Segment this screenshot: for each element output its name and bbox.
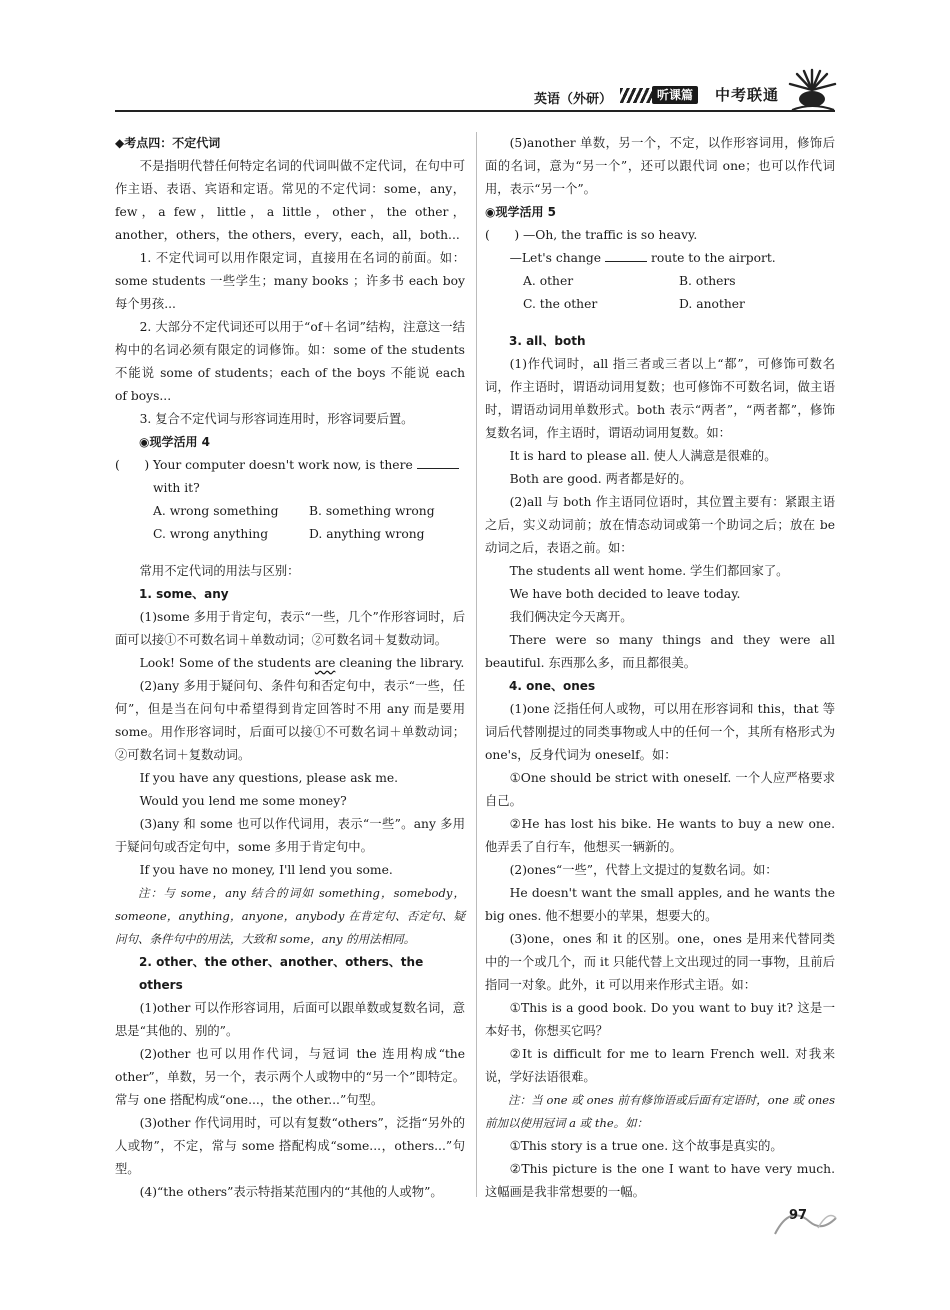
- header-brand: 中考联通: [715, 86, 780, 104]
- question-5-line-1: —Oh, the traffic is so heavy.: [523, 228, 698, 242]
- option-b: B. others: [679, 274, 736, 288]
- one-ones-point-2: (2)ones“一些”，代替上文提过的复数名词。如：: [509, 863, 778, 877]
- spacer: [485, 316, 835, 330]
- answer-bracket[interactable]: ( ): [485, 228, 520, 242]
- all-both-point-2: (2)all 与 both 作主语同位语时，其位置主要有：紧跟主语之后，实义动词前；放在情态动词或第一个助词之后；放在 be 动词之后，表语之前。如：: [485, 495, 835, 555]
- example-translation: 我们俩决定今天离开。: [509, 610, 633, 624]
- example-sentence: ②This picture is the one I want to have very much. 这幅画是我非常想要的一幅。: [485, 1162, 835, 1199]
- option-c: C. wrong anything: [153, 527, 269, 541]
- rule-2: 2. 大部分不定代词还可以用于“of＋名词”结构，注意这一结构中的名词必须有限定的词修饰。如：some of the students 不能说 some of students；each of the boys 不能说 each of boys...: [115, 320, 465, 403]
- other-point-1: (1)other 可以作形容词用，后面可以跟单数或复数名词，意思是“其他的、别的”。: [115, 1001, 465, 1038]
- header-rule: [115, 110, 835, 112]
- example-sentence: Would you lend me some money?: [139, 794, 347, 808]
- example-sentence: There were so many things and they were all beautiful. 东西那么多，而且都很美。: [485, 633, 835, 670]
- example-sentence: Both are good. 两者都是好的。: [509, 472, 692, 486]
- page-number: 97: [788, 1208, 808, 1223]
- subsection-all-both: 3. all、both: [509, 334, 586, 348]
- example-text: cleaning the library.: [335, 656, 465, 670]
- all-both-point-1: (1)作代词时，all 指三者或三者以上“都”，可修饰可数名词，作主语时，谓语动词用复数；也可修饰不可数名词，做主语时，谓语动词用单数形式。both 表示“两者”，“两者都”，修饰复数名词，作主语时，谓语动词用复数。如：: [485, 357, 835, 440]
- left-column: [115, 132, 465, 1204]
- question-4: [115, 454, 465, 500]
- question-4-stem: Your computer doesn't work now, is there: [153, 458, 413, 472]
- question-5: [485, 224, 835, 247]
- example-sentence: ①This is a good book. Do you want to buy it? 这是一本好书，你想买它吗？: [485, 1001, 835, 1038]
- option-c: C. the other: [523, 297, 598, 311]
- question-5-stem-end: route to the airport.: [650, 251, 776, 265]
- note: 注：当 one 或 ones 前有修饰语或后面有定语时，one 或 ones 前加以使用冠词 a 或 the。如：: [485, 1093, 835, 1130]
- option-a: A. other: [523, 274, 574, 288]
- other-point-2: (2)other 也可以用作代词，与冠词 the 连用构成“the other”，单数，另一个，表示两个人或物中的“另一个”即特定。常与 one 搭配构成“one...，the other...”句型。: [115, 1047, 465, 1107]
- some-any-point-1: (1)some 多用于肯定句，表示“一些，几个”作形容词时，后面可以接①不可数名词＋单数动词；②可数名词＋复数动词。: [115, 610, 465, 647]
- some-any-point-2: (2)any 多用于疑问句、条件句和否定句中，表示“一些，任何”，但是当在问句中希望得到肯定回答时不用 any 而是要用 some。用作形容词时，后面可以接①不可数名词＋单数动词；②可数名词＋复数动词。: [115, 679, 465, 762]
- example-sentence: ①One should be strict with oneself. 一个人应严格要求自己。: [485, 771, 835, 808]
- example-sentence: It is hard to please all. 使人人满意是很难的。: [509, 449, 777, 463]
- example-sentence: ①This story is a true one. 这个故事是真实的。: [509, 1139, 783, 1153]
- example-sentence: ②He has lost his bike. He wants to buy a new one. 他弄丢了自行车，他想买一辆新的。: [485, 817, 835, 854]
- other-point-4: (4)“the others”表示特指某范围内的“其他的人或物”。: [139, 1185, 443, 1199]
- option-d: D. anything wrong: [309, 527, 425, 541]
- practice-5-title: ◉现学活用 5: [485, 205, 556, 219]
- example-sentence: The students all went home. 学生们都回家了。: [509, 564, 789, 578]
- example-sentence: We have both decided to leave today.: [509, 587, 741, 601]
- some-any-point-3: (3)any 和 some 也可以作代词用，表示“一些”。any 多用于疑问句或否定句中，some 多用于肯定句中。: [115, 817, 465, 854]
- subsection-some-any: 1. some、any: [139, 587, 229, 601]
- header-subject: 英语（外研）: [534, 92, 613, 107]
- option-a: A. wrong something: [153, 504, 279, 518]
- question-4-options: [115, 500, 465, 546]
- answer-blank[interactable]: [605, 249, 647, 262]
- usage-title: 常用不定代词的用法与区别：: [139, 564, 300, 578]
- subsection-one-ones: 4. one、ones: [509, 679, 596, 693]
- spacer: [115, 546, 465, 560]
- question-5-stem: —Let's change: [509, 251, 602, 265]
- rule-3: 3. 复合不定代词与形容词连用时，形容词要后置。: [139, 412, 414, 426]
- question-5-options: [485, 270, 835, 316]
- subsection-other: 2. other、the other、another、others、the others: [139, 955, 424, 992]
- example-sentence: If you have no money, I'll lend you some.: [139, 863, 393, 877]
- option-b: B. something wrong: [309, 504, 435, 518]
- example-sentence: If you have any questions, please ask me.: [139, 771, 399, 785]
- note: 注：与 some，any 结合的词如 something，somebody，someone，anything，anyone，anybody 在肯定句、否定句、疑问句、条件句中的用法，大致和 some，any 的用法相同。: [115, 886, 465, 946]
- answer-bracket[interactable]: ( ): [115, 458, 150, 472]
- question-4-stem-end: with it?: [153, 481, 200, 495]
- example-sentence: [115, 652, 465, 675]
- one-ones-point-3: (3)one，ones 和 it 的区别。one，ones 是用来代替同类中的一个或几个，而 it 只能代替上文出现过的同一事物，且前后指同一对象。此外，it 可以用来作形式主语。如：: [485, 932, 835, 992]
- section-title: ◆考点四：不定代词: [115, 136, 221, 150]
- example-sentence: He doesn't want the small apples, and he wants the big ones. 他不想要小的苹果，想要大的。: [485, 886, 835, 923]
- right-column: [485, 132, 835, 1204]
- answer-blank[interactable]: [417, 456, 459, 469]
- rule-1: 1. 不定代词可以用作限定词，直接用在名词的前面。如：some students 一些学生；many books ；许多书 each boy 每个男孩...: [115, 251, 465, 311]
- example-text: Look! Some of the students: [139, 656, 315, 670]
- page-header: [110, 76, 840, 120]
- one-ones-point-1: (1)one 泛指任何人或物，可以用在形容词和 this，that 等词后代替刚提过的同类事物或人中的任何一个，其所有格形式为 one's，反身代词为 oneself。如：: [485, 702, 835, 762]
- sun-logo-icon: [782, 66, 842, 116]
- option-d: D. another: [679, 297, 745, 311]
- question-4-text: [153, 454, 465, 500]
- header-stripes-decoration: [620, 88, 652, 103]
- other-point-5: (5)another 单数，另一个，不定，以作形容词用，修饰后面的名词，意为“另一个”，还可以跟代词 one；也可以作代词用，表示“另一个”。: [485, 136, 835, 196]
- practice-4-title: ◉现学活用 4: [139, 435, 210, 449]
- question-5-line-2: [485, 247, 835, 270]
- emphasized-word: are: [314, 656, 336, 670]
- intro-paragraph: 不是指明代替任何特定名词的代词叫做不定代词，在句中可作主语、表语、宾语和定语。常见的不定代词：some，any，few，a few，little，a little，other，the other，another，others，the others，every，each，all，both...: [115, 159, 465, 242]
- column-divider: [476, 132, 477, 1197]
- example-sentence: ②It is difficult for me to learn French well. 对我来说，学好法语很难。: [485, 1047, 835, 1084]
- other-point-3: (3)other 作代词用时，可以有复数“others”，泛指“另外的人或物”，不定，常与 some 搭配构成“some...，others...”句型。: [115, 1116, 465, 1176]
- header-section-tag: 听课篇: [652, 86, 698, 104]
